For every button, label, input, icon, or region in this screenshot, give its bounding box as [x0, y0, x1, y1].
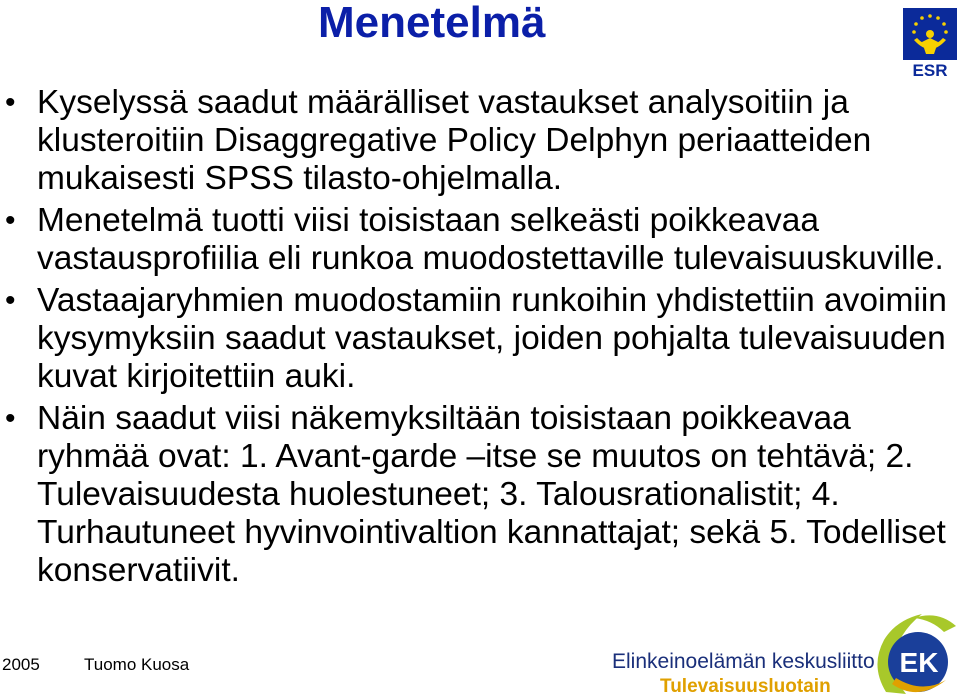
ek-organization-name: Elinkeinoelämän keskusliitto [612, 650, 875, 673]
ek-logo-text: EK [899, 647, 939, 678]
bullet-list [0, 84, 960, 590]
bullet-text: Näin saadut viisi näkemyksiltään toisistaan poikkeavaa ryhmää ovat: 1. Avant-garde –itse se muutos on tehtävä; 2. Tulevaisuudesta huolestuneet; 3. Talousrationalistit; 4. Turhautuneet hyvinvointivaltion kannattajat; sekä 5. Todelliset konservatiivit. [37, 400, 946, 589]
bullet-text: Menetelmä tuotti viisi toisistaan selkeästi poikkeavaa vastausprofiilia eli runkoa muodostettaville tulevaisuuskuville. [37, 202, 944, 277]
slide-title: Menetelmä [318, 0, 546, 47]
bullet-marker: • [5, 204, 16, 237]
bullet-item [0, 282, 960, 396]
bullet-item [0, 400, 960, 590]
bullet-marker: • [5, 86, 16, 119]
footer-author: Tuomo Kuosa [84, 655, 190, 674]
bullet-marker: • [5, 402, 16, 435]
bullet-text: Kyselyssä saadut määrälliset vastaukset analysoitiin ja klusteroitiin Disaggregative Policy Delphyn periaatteiden mukaisesti SPSS tilasto-ohjelmalla. [37, 84, 872, 197]
bullet-text: Vastaajaryhmien muodostamiin runkoihin yhdistettiin avoimiin kysymyksiin saadut vastaukset, joiden pohjalta tulevaisuuden kuvat kirjoitettiin auki. [37, 282, 947, 395]
ek-unit-name: Tulevaisuusluotain [660, 676, 831, 697]
footer-year: 2005 [2, 655, 40, 674]
esr-logo-icon [903, 8, 957, 78]
bullet-marker: • [5, 284, 16, 317]
bullet-item [0, 202, 960, 278]
ek-logo-icon [866, 606, 960, 700]
esr-logo-text: ESR [912, 61, 948, 78]
bullet-item [0, 84, 960, 198]
